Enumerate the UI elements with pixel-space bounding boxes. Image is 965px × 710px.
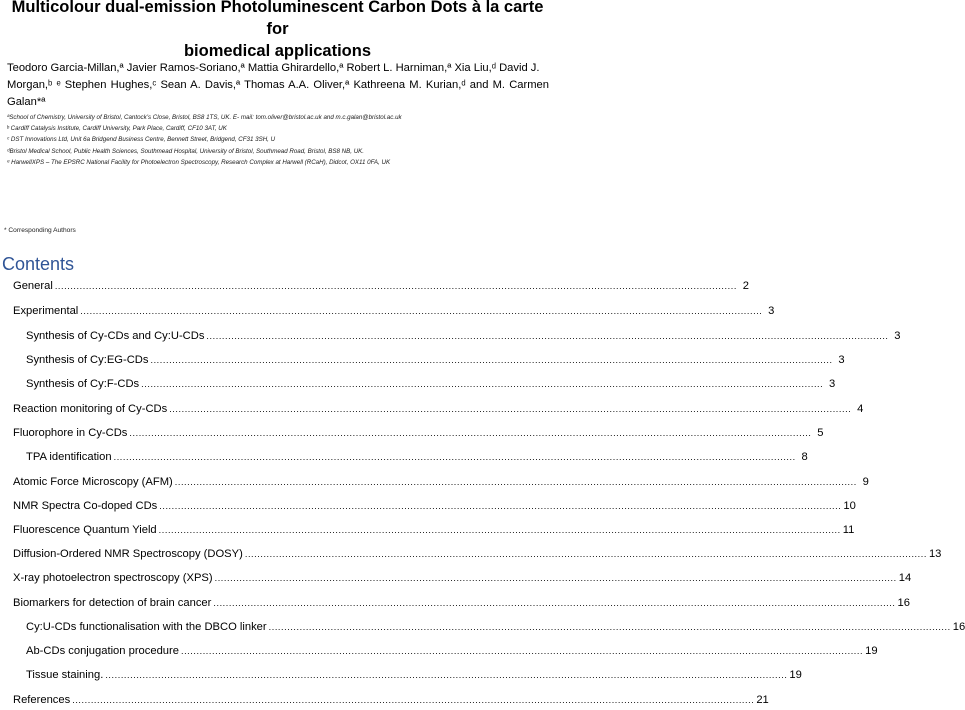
authors-line-1: Teodoro Garcia-Millan,ª Javier Ramos-Soriano,ª Mattia Ghirardello,ª Robert L. Harniman,ª Xia Liu,ᵈ David J. [7,62,540,74]
toc-dot-leader: ............................................................................................................................................................................................................................ [158,525,841,535]
toc-entry-label: NMR Spectra Co-doped CDs [13,500,158,512]
toc-entry[interactable] [26,669,802,685]
toc-entry-page: 13 [928,548,942,560]
document-title [0,0,555,62]
toc-entry-label: Fluorophore in Cy-CDs [13,427,128,439]
title-line-2: biomedical applications [183,42,372,60]
toc-entry-page: 21 [756,694,769,706]
toc-entry[interactable] [26,378,836,394]
affiliations [7,112,552,168]
affiliation-e: ᵉ HarwellXPS – The EPSRC National Facility for Photoelectron Spectroscopy, Research Complex at Harwell (RCaH), Didcot, OX11 0FA, UK [7,158,391,166]
toc-dot-leader: ............................................................................................................................................................................................................................ [180,646,864,656]
toc-entry-label: Experimental [13,305,79,317]
toc-entry-page: 2 [742,280,749,292]
toc-entry[interactable] [26,451,808,467]
authors-line-2: Morgan,ᵇ ᵉ Stephen Hughes,ᶜ Sean A. Davis,ª Thomas A.A. Oliver,ª Kathreena M. Kurian,ᵈ and M. Carmen Galan*ª [7,79,549,108]
toc-entry-page: 19 [789,669,802,681]
toc-dot-leader: ............................................................................................................................................................................................................................ [54,281,737,291]
toc-entry-label: Synthesis of Cy:F-CDs [26,378,140,390]
toc-entry-page: 4 [857,403,864,415]
toc-entry-label: General [13,280,53,292]
toc-entry-label: Reaction monitoring of Cy-CDs [13,403,168,415]
toc-entry[interactable] [13,548,942,564]
toc-entry[interactable] [26,330,901,346]
toc-entry-label: X-ray photoelectron spectroscopy (XPS) [13,572,213,584]
toc-dot-leader: ............................................................................................................................................................................................................................ [113,452,796,462]
affiliation-a: ªSchool of Chemistry, University of Bristol, Cantock’s Close, Bristol, BS8 1TS, UK. E- mail: tom.oliver@bristol.ac.uk and m.c.galan@bristol.ac.uk [7,114,402,121]
toc-entry[interactable] [13,694,769,710]
toc-dot-leader: ............................................................................................................................................................................................................................ [150,355,833,365]
toc-entry-page: 5 [817,427,824,439]
toc-entry[interactable] [13,403,864,419]
toc-dot-leader: ............................................................................................................................................................................................................................ [169,404,852,414]
toc-entry-page: 19 [865,645,878,657]
toc-entry[interactable] [13,500,856,516]
toc-entry-label: Fluorescence Quantum Yield [13,524,157,536]
toc-dot-leader: ............................................................................................................................................................................................................................ [214,573,897,583]
toc-entry[interactable] [13,572,912,588]
title-line-1: Multicolour dual-emission Photoluminescent Carbon Dots à la carte for [11,0,544,38]
toc-entry-label: Cy:U-CDs functionalisation with the DBCO linker [26,621,267,633]
toc-entry-label: Synthesis of Cy:EG-CDs [26,354,149,366]
toc-dot-leader: ............................................................................................................................................................................................................................ [159,501,842,511]
toc-dot-leader: ............................................................................................................................................................................................................................ [129,428,812,438]
toc-entry[interactable] [26,354,845,370]
toc-dot-leader: ............................................................................................................................................................................................................................ [244,549,927,559]
toc-dot-leader: ............................................................................................................................................................................................................................ [72,695,755,705]
affiliation-b: ᵇ Cardiff Catalysis Institute, Cardiff University, Park Place, Cardiff, CF10 3AT, UK [7,125,227,133]
toc-dot-leader: ............................................................................................................................................................................................................................ [105,670,788,680]
toc-entry[interactable] [26,645,878,661]
toc-entry[interactable] [13,280,749,296]
toc-entry-label: Ab-CDs conjugation procedure [26,645,179,657]
toc-entry-page: 3 [838,354,845,366]
toc-entry-page: 3 [829,378,836,390]
toc-entry[interactable] [13,524,855,540]
toc-entry-page: 16 [952,621,965,633]
toc-entry-label: Synthesis of Cy-CDs and Cy:U-CDs [26,330,205,342]
author-list [7,60,549,111]
toc-entry-page: 9 [862,476,869,488]
toc-entry-label: Tissue staining. [26,669,104,681]
affiliation-d: ᵈBristol Medical School, Public Health Sciences, Southmead Hospital, University of Bristol, Southmead Road, Bristol, BS8 NB, UK. [7,147,365,155]
toc-entry-label: TPA identification [26,451,112,463]
toc-entry[interactable] [26,621,965,637]
toc-entry-page: 10 [843,500,856,512]
corresponding-authors-note: * Corresponding Authors [4,227,76,234]
toc-dot-leader: ............................................................................................................................................................................................................................ [213,598,896,608]
toc-dot-leader: ............................................................................................................................................................................................................................ [141,379,824,389]
toc-entry-page: 8 [801,451,808,463]
toc-entry-page: 14 [898,572,912,584]
toc-entry-label: Atomic Force Microscopy (AFM) [13,476,173,488]
toc-entry[interactable] [13,476,869,492]
toc-entry-label: Biomarkers for detection of brain cancer [13,597,212,609]
toc-entry-label: References [13,694,71,706]
toc-entry-page: 16 [897,597,910,609]
toc-dot-leader: ............................................................................................................................................................................................................................ [268,622,951,632]
toc-dot-leader: ............................................................................................................................................................................................................................ [174,477,857,487]
toc-dot-leader: ............................................................................................................................................................................................................................ [80,306,763,316]
toc-dot-leader: ............................................................................................................................................................................................................................ [206,331,889,341]
toc-entry-page: 3 [768,305,775,317]
toc-entry-page: 3 [894,330,901,342]
toc-entry-label: Diffusion-Ordered NMR Spectroscopy (DOSY) [13,548,243,560]
contents-heading: Contents [2,254,75,274]
toc-entry[interactable] [13,305,775,321]
toc-entry[interactable] [13,597,910,613]
toc-entry[interactable] [13,427,824,443]
affiliation-c: ᶜ DST Innovations Ltd, Unit 6a Bridgend Business Centre, Bennett Street, Bridgend, CF31 3SH, U [7,136,276,144]
toc-entry-page: 11 [842,524,855,536]
